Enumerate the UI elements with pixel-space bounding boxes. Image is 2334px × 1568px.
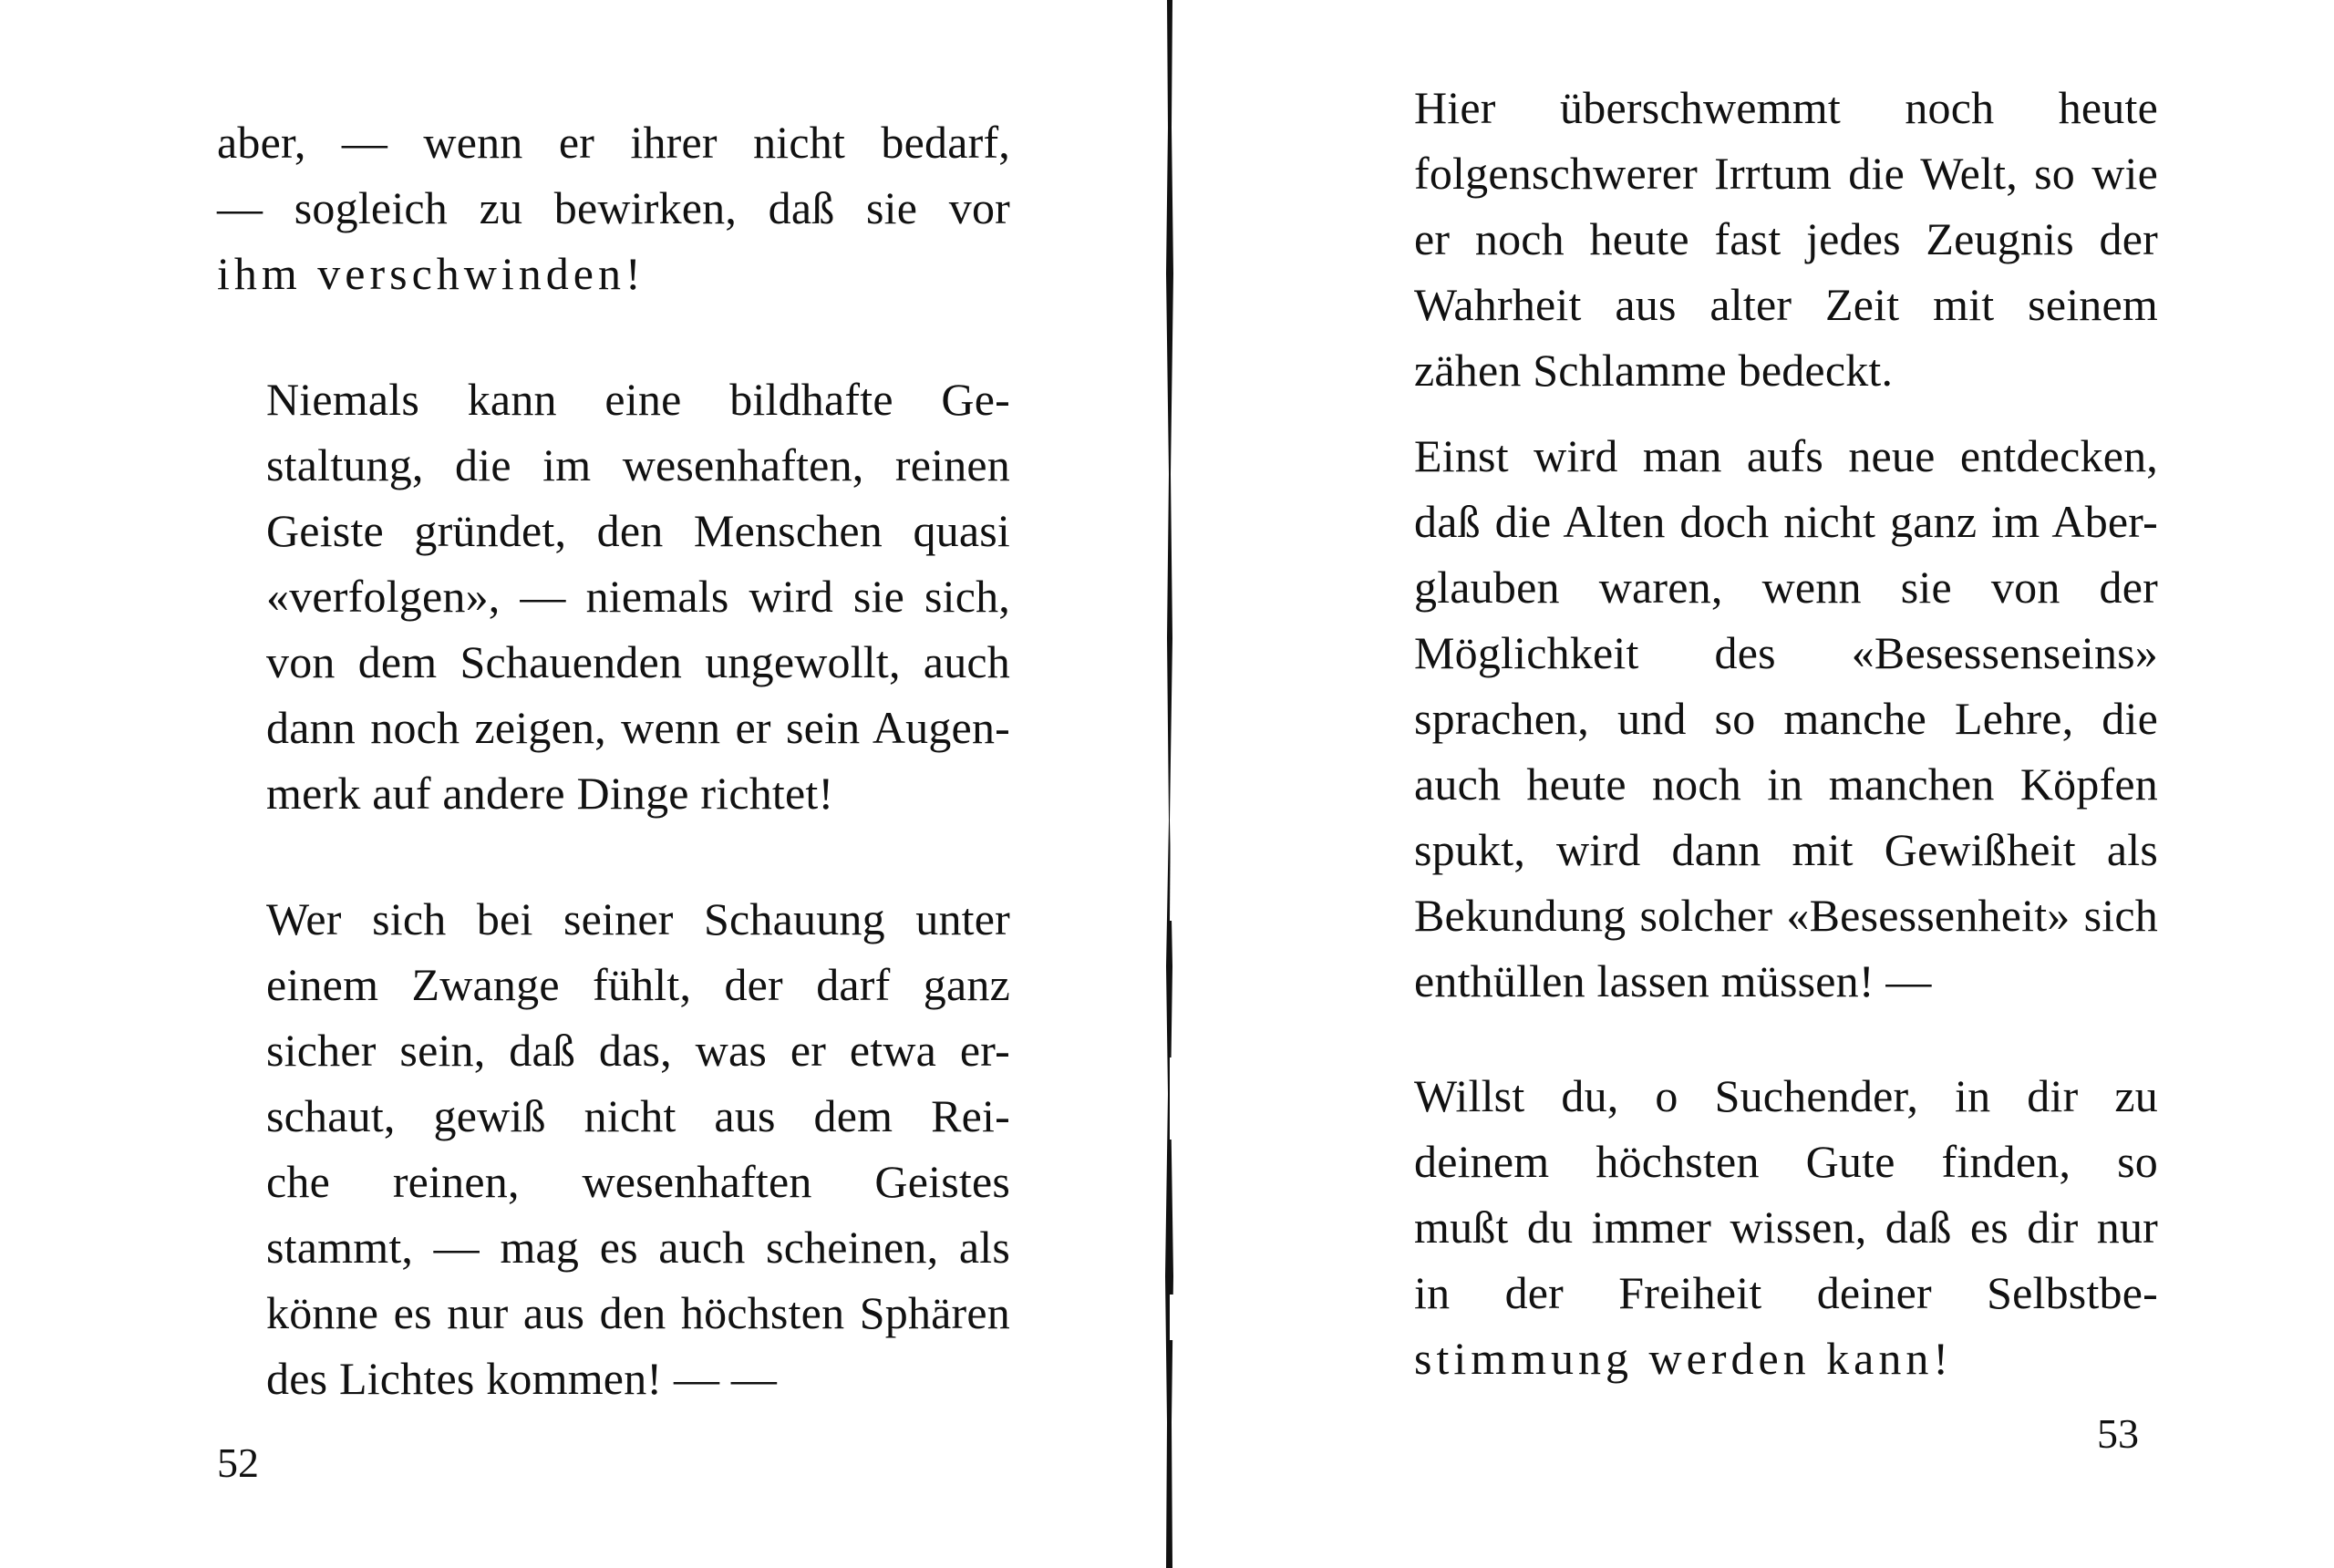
text-line: er noch heute fast jedes Zeugnis der: [1414, 213, 2158, 264]
text-line: deinem höchsten Gute finden, so: [1414, 1136, 2158, 1187]
text-line: ihm verschwinden!: [217, 248, 645, 299]
page-number: 52: [217, 1439, 259, 1486]
text-line: Geiste gründet, den Menschen quasi: [266, 505, 1010, 556]
text-line: merk auf andere Dinge richtet!: [266, 768, 834, 819]
text-line: Wer sich bei seiner Schauung unter: [266, 893, 1010, 944]
text-line: glauben waren, wenn sie von der: [1414, 562, 2158, 613]
text-line: auch heute noch in manchen Köpfen: [1414, 758, 2158, 810]
text-line: Möglichkeit des «Besessenseins»: [1414, 627, 2158, 678]
text-line: — sogleich zu bewirken, daß sie vor: [217, 182, 1010, 233]
text-line: Willst du, o Suchender, in dir zu: [1414, 1070, 2158, 1121]
text-line: folgenschwerer Irrtum die Welt, so wie: [1414, 148, 2158, 199]
text-line: von dem Schauenden ungewollt, auch: [266, 636, 1010, 687]
text-line: Einst wird man aufs neue entdecken,: [1414, 430, 2158, 481]
text-line: spukt, wird dann mit Gewißheit als: [1414, 824, 2158, 875]
text-line: des Lichtes kommen! — —: [266, 1353, 778, 1404]
text-line: stimmung werden kann!: [1414, 1333, 1954, 1384]
text-line: sicher sein, daß das, was er etwa er-: [266, 1025, 1010, 1076]
text-line: dann noch zeigen, wenn er sein Augen-: [266, 702, 1010, 753]
text-line: einem Zwange fühlt, der darf ganz: [266, 959, 1010, 1010]
text-line: sprachen, und so manche Lehre, die: [1414, 693, 2158, 744]
right-page: [1176, 0, 2334, 1568]
paragraph: [1365, 1063, 2158, 1391]
paragraph: [217, 366, 1010, 826]
text-line: Niemals kann eine bildhafte Ge-: [266, 374, 1010, 425]
paragraph: [1365, 423, 2158, 1014]
paragraph: [1365, 75, 2158, 403]
left-page: [0, 0, 1158, 1568]
paragraph: [217, 886, 1010, 1411]
right-page-text: [1365, 75, 2158, 1391]
text-line: könne es nur aus den höchsten Sphären: [266, 1287, 1010, 1338]
text-line: mußt du immer wissen, daß es dir nur: [1414, 1202, 2158, 1253]
text-line: zähen Schlamme bedeckt.: [1414, 345, 1894, 396]
text-line: Hier überschwemmt noch heute: [1414, 82, 2158, 133]
text-line: Bekundung solcher «Besessenheit» sich: [1414, 890, 2158, 941]
paragraph: [217, 109, 1010, 306]
text-line: stammt, — mag es auch scheinen, als: [266, 1222, 1010, 1273]
text-line: Wahrheit aus alter Zeit mit seinem: [1414, 279, 2158, 330]
text-line: che reinen, wesenhaften Geistes: [266, 1156, 1010, 1207]
text-line: staltung, die im wesenhaften, reinen: [266, 439, 1010, 490]
text-line: «verfolgen», — niemals wird sie sich,: [266, 571, 1010, 622]
text-line: daß die Alten doch nicht ganz im Aber-: [1414, 496, 2158, 547]
text-line: schaut, gewiß nicht aus dem Rei-: [266, 1090, 1010, 1141]
text-line: enthüllen lassen müssen! —: [1414, 955, 1932, 1006]
text-line: aber, — wenn er ihrer nicht bedarf,: [217, 117, 1010, 168]
left-page-text: [217, 109, 1010, 1411]
page-number: 53: [2097, 1410, 2139, 1457]
text-line: in der Freiheit deiner Selbstbe-: [1414, 1267, 2158, 1318]
